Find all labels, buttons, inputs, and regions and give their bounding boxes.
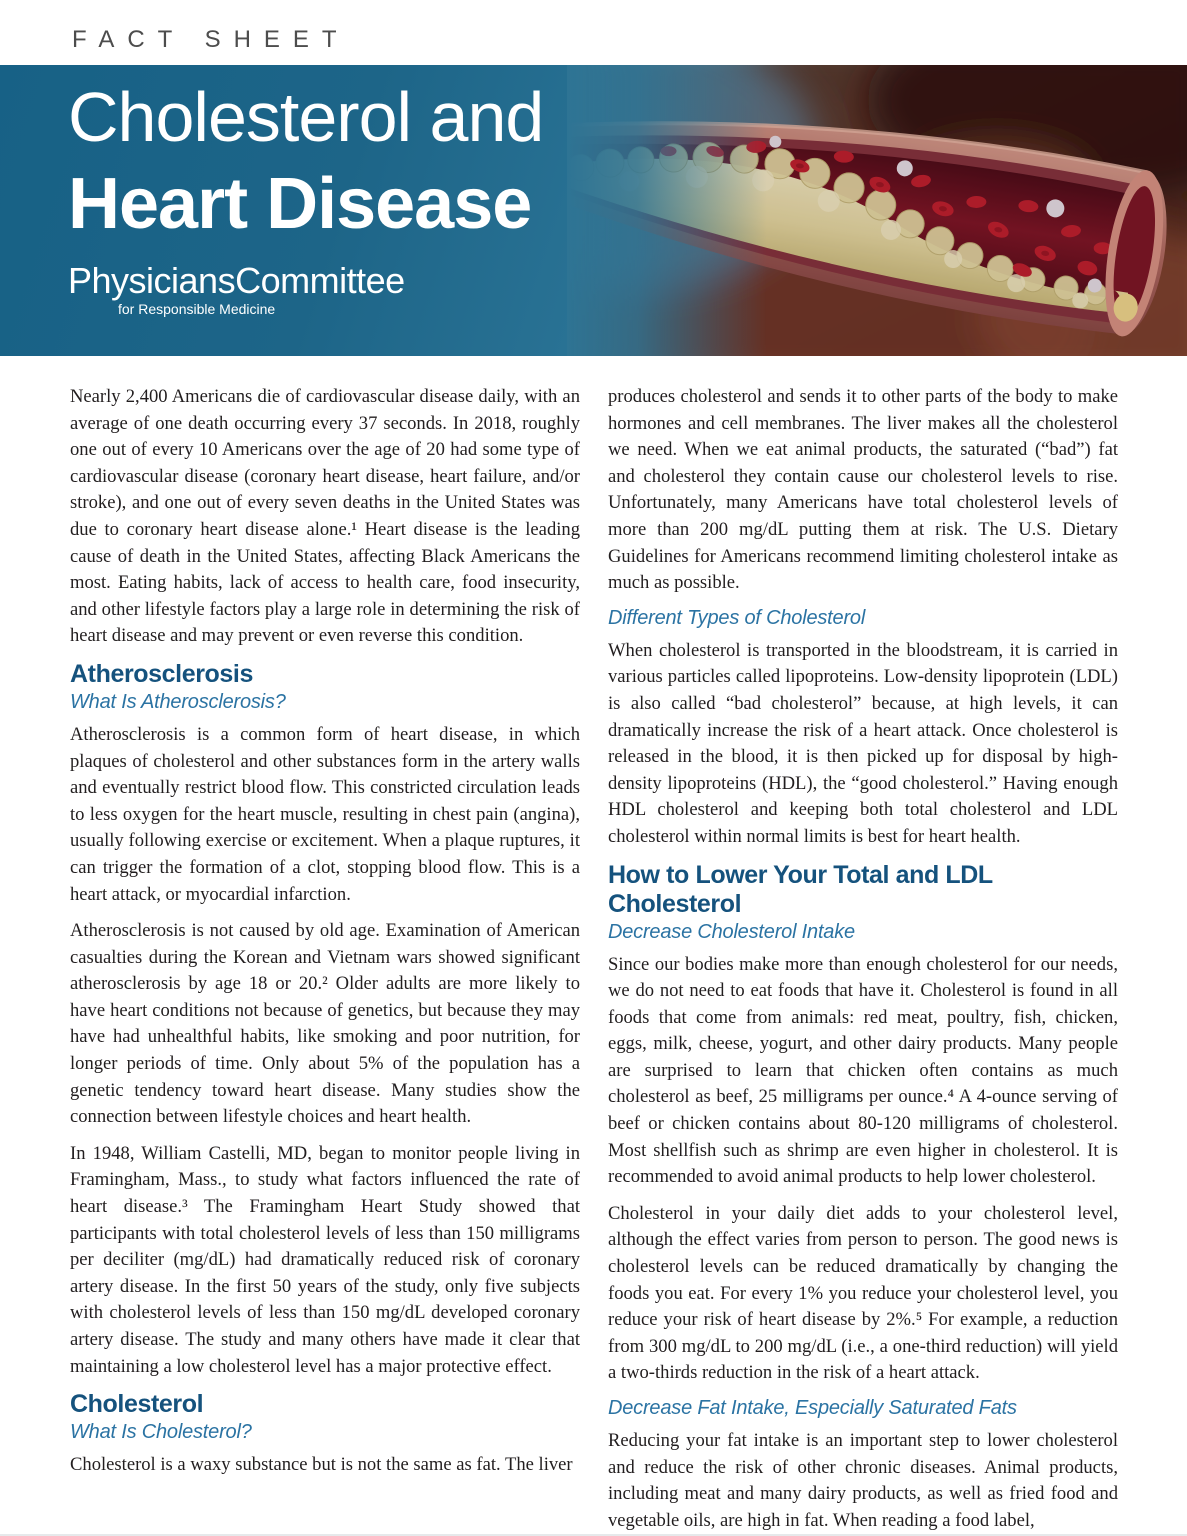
- artery-left-fade: [567, 65, 767, 356]
- left-column: [70, 384, 580, 1536]
- section-heading: Atherosclerosis: [70, 659, 253, 688]
- sub-heading: Decrease Fat Intake, Especially Saturated Fats: [608, 1397, 1017, 1419]
- section-heading: Cholesterol: [70, 1390, 204, 1419]
- body-paragraph: Atherosclerosis is not caused by old age. Examination of American casualties during the Korean and Vietnam wars showed significant atherosclerosis by age 18 or 20.² Older adults are more likely to have heart conditions not because of genetics, but because they may have had unhealthful habits, like smoking and poor nutrition, for longer periods of time. Only about 5% of the population has a genetic tendency toward heart disease. Many studies show the connection between lifestyle choices and heart health.: [70, 920, 580, 1128]
- banner-text-block: [68, 73, 543, 317]
- logo-name: PhysiciansCommittee: [68, 260, 405, 301]
- sub-heading: Decrease Cholesterol Intake: [608, 920, 855, 943]
- artery-illustration: [567, 65, 1187, 356]
- body-paragraph: In 1948, William Castelli, MD, began to monitor people living in Framingham, Mass., to study what factors influenced the rate of heart disease.³ The Framingham Heart Study showed that participants with total cholesterol levels of less than 150 milligrams per deciliter (mg/dL) had dramatically reduced risk of coronary artery disease. In the first 50 years of the study, only five subjects with cholesterol levels of less than 150 mg/dL developed coronary artery disease. The study and many others have made it clear that maintaining a low cholesterol level has a major protective effect.: [70, 1142, 580, 1377]
- article-body: [70, 384, 1118, 1536]
- sub-heading: What Is Atherosclerosis?: [70, 690, 286, 713]
- logo-tagline: for Responsible Medicine: [118, 301, 276, 317]
- body-paragraph: Atherosclerosis is a common form of heart disease, in which plaques of cholesterol and other substances form in the artery walls and eventually restrict blood flow. This constricted circulation leads to less oxygen for the heart muscle, resulting in chest pain (angina), usually following exercise or excitement. When a plaque ruptures, it can trigger the formation of a clot, stopping blood flow. This is a heart attack, or myocardial infarction.: [70, 723, 580, 905]
- body-paragraph: Reducing your fat intake is an important step to lower cholesterol and reduce the risk of other chronic diseases. Animal products, including meat and many dairy products, as well as fried food and vegetable oils, are high in fat. When reading a food label,: [608, 1430, 1118, 1531]
- body-paragraph: Nearly 2,400 Americans die of cardiovascular disease daily, with an average of one death occurring every 37 seconds. In 2018, roughly one out of every 10 Americans over the age of 20 had some type of cardiovascular disease (coronary heart disease, heart failure, and/or stroke), and one out of every seven deaths in the United States was due to coronary heart disease alone.¹ Heart disease is the leading cause of death in the United States, affecting Black Americans the most. Eating habits, lack of access to health care, food insecurity, and other lifestyle factors play a large role in determining the risk of heart disease and may prevent or even reverse this condition.: [70, 386, 580, 647]
- body-paragraph: When cholesterol is transported in the bloodstream, it is carried in various particles called lipoproteins. Low-density lipoprotein (LDL) is also called “bad cholesterol” because, at high levels, it can dramatically increase the risk of a heart attack. Once cholesterol is released in the blood, it is then picked up for disposal by high-density lipoproteins (HDL), the “good cholesterol.” Having enough HDL cholesterol and keeping both total cholesterol and LDL cholesterol within normal limits is best for heart health.: [608, 639, 1118, 847]
- page-title-line-2: Heart Disease: [68, 164, 532, 244]
- right-column: [608, 384, 1118, 1536]
- header-banner: [0, 65, 1187, 356]
- body-paragraph: Cholesterol in your daily diet adds to your cholesterol level, although the effect varies from person to person. The good news is cholesterol levels can be reduced dramatically by changing the foods you eat. For every 1% you reduce your cholesterol level, you reduce your risk of heart disease by 2%.⁵ For example, a reduction from 300 mg/dL to 200 mg/dL (i.e., a one-third reduction) will yield a two-thirds reduction in the risk of a heart attack.: [608, 1202, 1118, 1384]
- physicians-committee-logo: [68, 261, 543, 317]
- body-paragraph: produces cholesterol and sends it to other parts of the body to make hormones and cell membranes. The liver makes all the cholesterol we need. When we eat animal products, the saturated (“bad”) fat and cholesterol they contain cause our cholesterol levels to rise. Unfortunately, many Americans have total cholesterol levels of more than 200 mg/dL putting them at risk. The U.S. Dietary Guidelines for Americans recommend limiting cholesterol intake as much as possible.: [608, 386, 1118, 594]
- page-title-line-1: Cholesterol and: [68, 78, 544, 156]
- body-paragraph: Cholesterol is a waxy substance but is not the same as fat. The liver: [70, 1454, 573, 1476]
- kicker-text: FACT SHEET: [72, 26, 350, 53]
- sub-heading: What Is Cholesterol?: [70, 1421, 252, 1444]
- body-paragraph: Since our bodies make more than enough cholesterol for our needs, we do not need to eat foods that have it. Cholesterol is found in all foods that come from animals: red meat, poultry, fish, chicken, eggs, milk, cheese, yogurt, and other dairy products. Many people are surprised to learn that chicken often contains as much cholesterol as beef, 25 milligrams per ounce.⁴ A 4-ounce serving of beef or chicken contains about 80-120 milligrams of cholesterol. Most shellfish such as shrimp are even higher in cholesterol. It is recommended to avoid animal products to help lower cholesterol.: [608, 953, 1118, 1188]
- sub-heading: Different Types of Cholesterol: [608, 606, 866, 629]
- section-heading: How to Lower Your Total and LDL Cholesterol: [608, 860, 993, 918]
